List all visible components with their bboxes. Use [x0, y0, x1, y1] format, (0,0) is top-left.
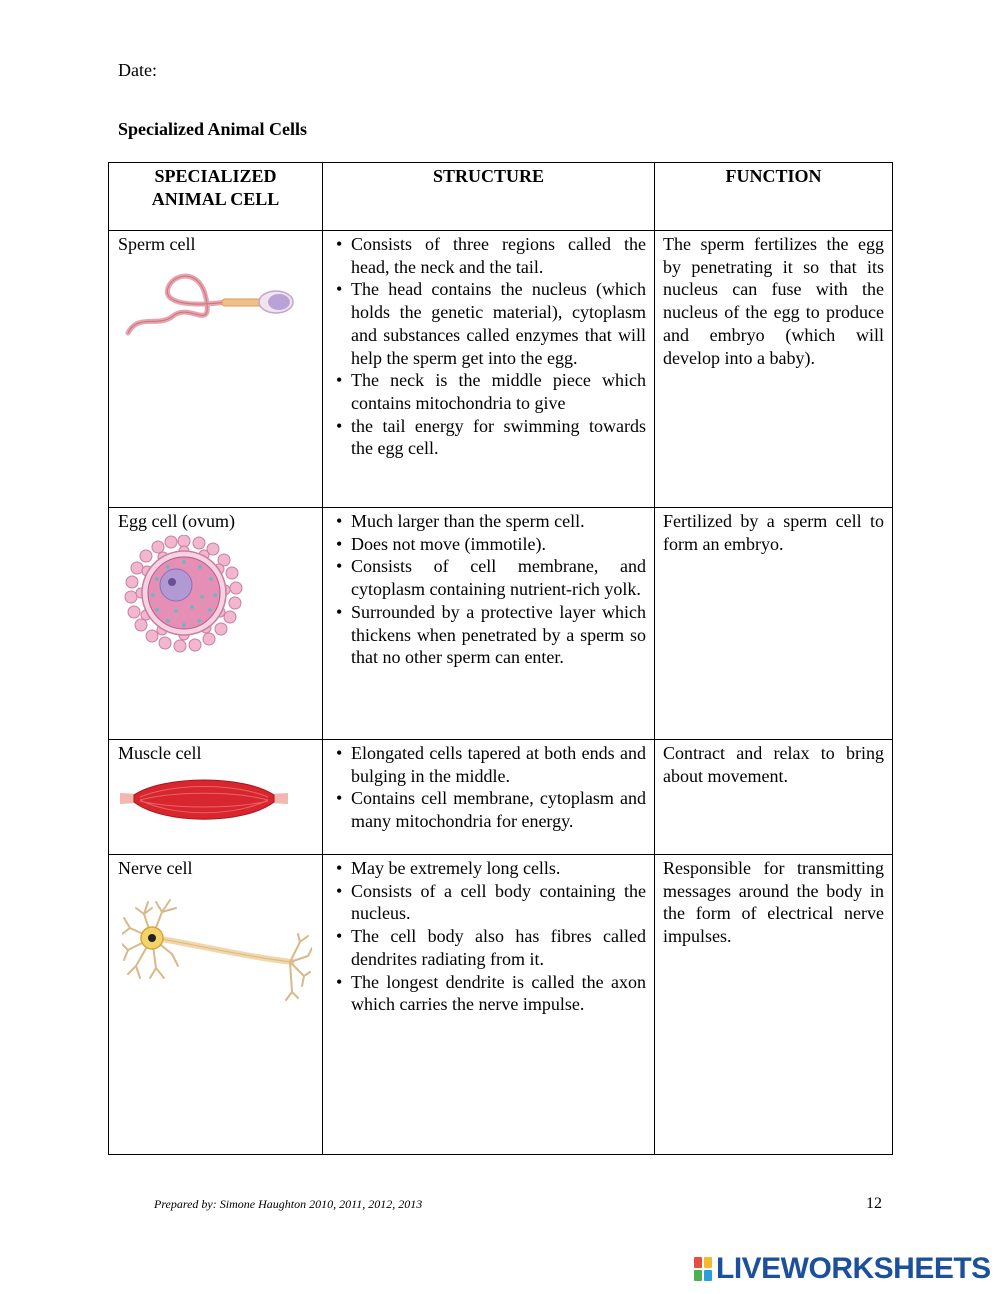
footer-prepared-by: Prepared by: Simone Haughton 2010, 2011, 2012, 2013: [154, 1197, 423, 1211]
cell-function: Fertilized by a sperm cell to form an embryo.: [655, 508, 893, 740]
cell-structure: [323, 231, 655, 508]
list-item: • Surrounded by a protective layer which thickens when penetrated by a sperm so that no other sperm can enter.: [335, 601, 646, 669]
list-item: • the tail energy for swimming towards the egg cell.: [335, 415, 646, 460]
egg-nucleus: [160, 569, 192, 601]
cell-name-column: [109, 740, 323, 855]
nerve-axon-terminals: [286, 934, 312, 1000]
list-item: • Consists of cell membrane, and cytoplasm containing nutrient-rich yolk.: [335, 555, 646, 600]
list-item: • The cell body also has fibres called dendrites radiating from it.: [335, 925, 646, 970]
list-item: • May be extremely long cells.: [335, 857, 646, 880]
sperm-cell-illustration: [118, 258, 298, 348]
column-header-structure: STRUCTURE: [323, 163, 655, 231]
cell-function: Contract and relax to bring about movement.: [655, 740, 893, 855]
muscle-cell-illustration: [114, 767, 294, 833]
cell-name: Egg cell (ovum): [118, 511, 235, 531]
column-header-cell: [109, 163, 323, 231]
cell-structure: [323, 855, 655, 1155]
cell-structure: [323, 740, 655, 855]
page-number: 12: [866, 1195, 882, 1212]
liveworksheets-icon: [694, 1257, 712, 1281]
sperm-midpiece: [222, 299, 262, 306]
cell-name-column: [109, 855, 323, 1155]
brand-name: LIVEWORKSHEETS: [716, 1252, 991, 1285]
column-header-function: FUNCTION: [655, 163, 893, 231]
cell-name: Nerve cell: [118, 858, 193, 878]
sperm-nucleus: [268, 294, 290, 310]
table-row: [109, 740, 893, 855]
list-item: • Consists of three regions called the head, the neck and the tail.: [335, 233, 646, 278]
nerve-nucleus: [148, 934, 156, 942]
specialized-cells-table: [108, 162, 893, 1155]
cell-name: Muscle cell: [118, 743, 202, 763]
page-title: Specialized Animal Cells: [118, 119, 307, 139]
list-item: • The neck is the middle piece which contains mitochondria to give: [335, 369, 646, 414]
table-row: [109, 508, 893, 740]
muscle-belly: [134, 780, 274, 819]
list-item: • Does not move (immotile).: [335, 533, 646, 556]
table-header-row: [109, 163, 893, 231]
cell-function: The sperm fertilizes the egg by penetrating it so that its nucleus can fuse with the nucleus of the egg to produce and embryo (which will develop into a baby).: [655, 231, 893, 508]
list-item: • The longest dendrite is called the axon which carries the nerve impulse.: [335, 971, 646, 1016]
nerve-cell-illustration: [122, 894, 312, 1004]
list-item: • Elongated cells tapered at both ends and bulging in the middle.: [335, 742, 646, 787]
liveworksheets-logo[interactable]: [694, 1253, 991, 1285]
date-label: Date:: [118, 60, 157, 80]
cell-structure: [323, 508, 655, 740]
table-row: [109, 855, 893, 1155]
cell-name-column: [109, 508, 323, 740]
table-row: [109, 231, 893, 508]
column-header-line: ANIMAL CELL: [151, 188, 280, 209]
cell-name: Sperm cell: [118, 234, 196, 254]
column-header-line: SPECIALIZED: [154, 166, 277, 186]
cell-function: Responsible for transmitting messages around the body in the form of electrical nerve impulses.: [655, 855, 893, 1155]
list-item: • Much larger than the sperm cell.: [335, 510, 646, 533]
list-item: • Consists of a cell body containing the nucleus.: [335, 880, 646, 925]
cell-name-column: [109, 231, 323, 508]
list-item: • The head contains the nucleus (which holds the genetic material), cytoplasm and substances called enzymes that will help the sperm get into the egg.: [335, 278, 646, 369]
list-item: • Contains cell membrane, cytoplasm and many mitochondria for energy.: [335, 787, 646, 832]
egg-cell-illustration: [124, 535, 244, 653]
